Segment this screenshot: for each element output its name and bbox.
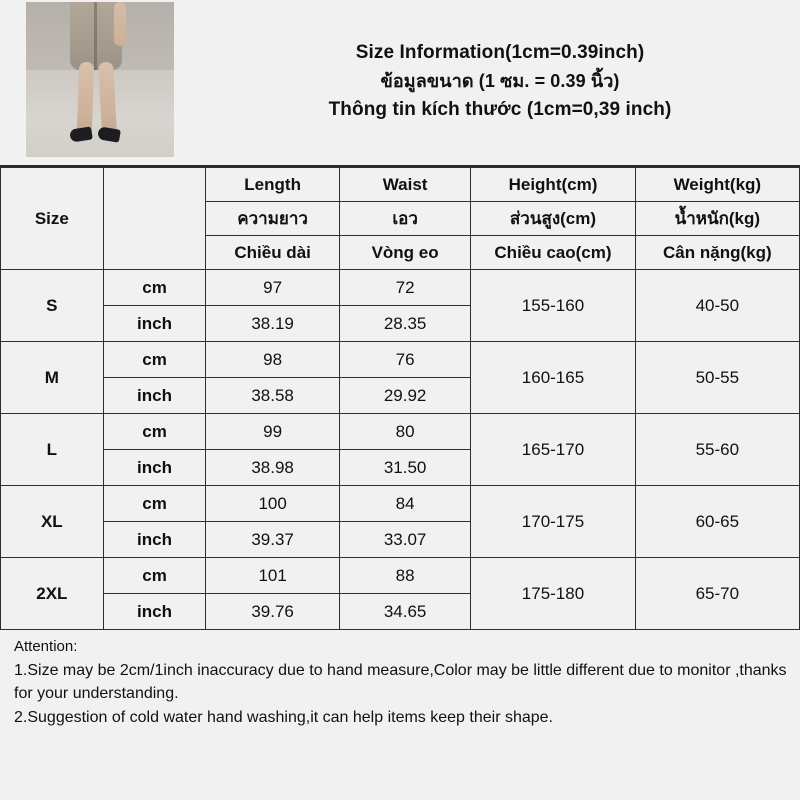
row-s-length-inch: 38.19 bbox=[206, 306, 340, 342]
row-2xl-height: 175-180 bbox=[471, 558, 635, 630]
table-row bbox=[1, 486, 800, 522]
header-waist-en: Waist bbox=[339, 168, 470, 202]
title-vietnamese: Thông tin kích thước (1cm=0,39 inch) bbox=[328, 99, 672, 121]
row-s-height: 155-160 bbox=[471, 270, 635, 342]
attention-block bbox=[0, 630, 800, 800]
product-photo-cell bbox=[0, 0, 200, 165]
row-s-waist-inch: 28.35 bbox=[339, 306, 470, 342]
header-weight-th: น้ำหนัก(kg) bbox=[635, 202, 799, 236]
row-2xl-length-inch: 39.76 bbox=[206, 594, 340, 630]
row-2xl-waist-cm: 88 bbox=[339, 558, 470, 594]
header-waist-th: เอว bbox=[339, 202, 470, 236]
row-unit-inch: inch bbox=[103, 306, 206, 342]
header-unit-blank bbox=[103, 168, 206, 270]
row-size-s: S bbox=[1, 270, 104, 342]
row-2xl-weight: 65-70 bbox=[635, 558, 799, 630]
header-length-vi: Chiều dài bbox=[206, 236, 340, 270]
row-2xl-length-cm: 101 bbox=[206, 558, 340, 594]
row-xl-length-cm: 100 bbox=[206, 486, 340, 522]
title-english: Size Information(1cm=0.39inch) bbox=[355, 42, 645, 64]
row-l-waist-inch: 31.50 bbox=[339, 450, 470, 486]
row-2xl-waist-inch: 34.65 bbox=[339, 594, 470, 630]
header-weight-en: Weight(kg) bbox=[635, 168, 799, 202]
row-unit-inch: inch bbox=[103, 378, 206, 414]
row-m-waist-inch: 29.92 bbox=[339, 378, 470, 414]
row-xl-weight: 60-65 bbox=[635, 486, 799, 558]
header-length-th: ความยาว bbox=[206, 202, 340, 236]
row-xl-waist-inch: 33.07 bbox=[339, 522, 470, 558]
header-size-label: Size bbox=[1, 168, 104, 270]
row-size-m: M bbox=[1, 342, 104, 414]
row-unit-cm: cm bbox=[103, 270, 206, 306]
row-l-length-cm: 99 bbox=[206, 414, 340, 450]
row-size-2xl: 2XL bbox=[1, 558, 104, 630]
row-l-waist-cm: 80 bbox=[339, 414, 470, 450]
header-height-vi: Chiều cao(cm) bbox=[471, 236, 635, 270]
row-unit-inch: inch bbox=[103, 522, 206, 558]
row-unit-cm: cm bbox=[103, 558, 206, 594]
row-s-length-cm: 97 bbox=[206, 270, 340, 306]
row-l-length-inch: 38.98 bbox=[206, 450, 340, 486]
table-row bbox=[1, 342, 800, 378]
row-unit-inch: inch bbox=[103, 450, 206, 486]
row-m-waist-cm: 76 bbox=[339, 342, 470, 378]
header-length-en: Length bbox=[206, 168, 340, 202]
table-row bbox=[1, 414, 800, 450]
row-xl-waist-cm: 84 bbox=[339, 486, 470, 522]
model-photo bbox=[26, 2, 174, 157]
row-size-l: L bbox=[1, 414, 104, 486]
header-height-en: Height(cm) bbox=[471, 168, 635, 202]
header-band bbox=[0, 0, 800, 167]
title-thai: ข้อมูลขนาด (1 ซม. = 0.39 นิ้ว) bbox=[380, 70, 620, 91]
row-l-weight: 55-60 bbox=[635, 414, 799, 486]
header-height-th: ส่วนสูง(cm) bbox=[471, 202, 635, 236]
row-l-height: 165-170 bbox=[471, 414, 635, 486]
row-xl-height: 170-175 bbox=[471, 486, 635, 558]
title-block bbox=[200, 0, 800, 165]
table-row bbox=[1, 270, 800, 306]
row-unit-cm: cm bbox=[103, 342, 206, 378]
row-s-weight: 40-50 bbox=[635, 270, 799, 342]
table-row bbox=[1, 558, 800, 594]
model-leg-left-shape bbox=[77, 62, 95, 134]
table-header-row-en bbox=[1, 168, 800, 202]
size-table bbox=[0, 167, 800, 630]
row-unit-inch: inch bbox=[103, 594, 206, 630]
row-m-height: 160-165 bbox=[471, 342, 635, 414]
header-waist-vi: Vòng eo bbox=[339, 236, 470, 270]
row-size-xl: XL bbox=[1, 486, 104, 558]
header-weight-vi: Cân nặng(kg) bbox=[635, 236, 799, 270]
attention-note-2: 2.Suggestion of cold water hand washing,it can help items keep their shape. bbox=[14, 708, 553, 726]
row-m-weight: 50-55 bbox=[635, 342, 799, 414]
attention-title: Attention: bbox=[14, 638, 78, 655]
attention-note-1: 1.Size may be 2cm/1inch inaccuracy due to hand measure,Color may be little different due to monitor ,thanks for your understanding. bbox=[14, 661, 787, 702]
row-xl-length-inch: 39.37 bbox=[206, 522, 340, 558]
row-unit-cm: cm bbox=[103, 414, 206, 450]
model-arm-shape bbox=[114, 2, 126, 46]
row-m-length-cm: 98 bbox=[206, 342, 340, 378]
row-m-length-inch: 38.58 bbox=[206, 378, 340, 414]
row-unit-cm: cm bbox=[103, 486, 206, 522]
row-s-waist-cm: 72 bbox=[339, 270, 470, 306]
